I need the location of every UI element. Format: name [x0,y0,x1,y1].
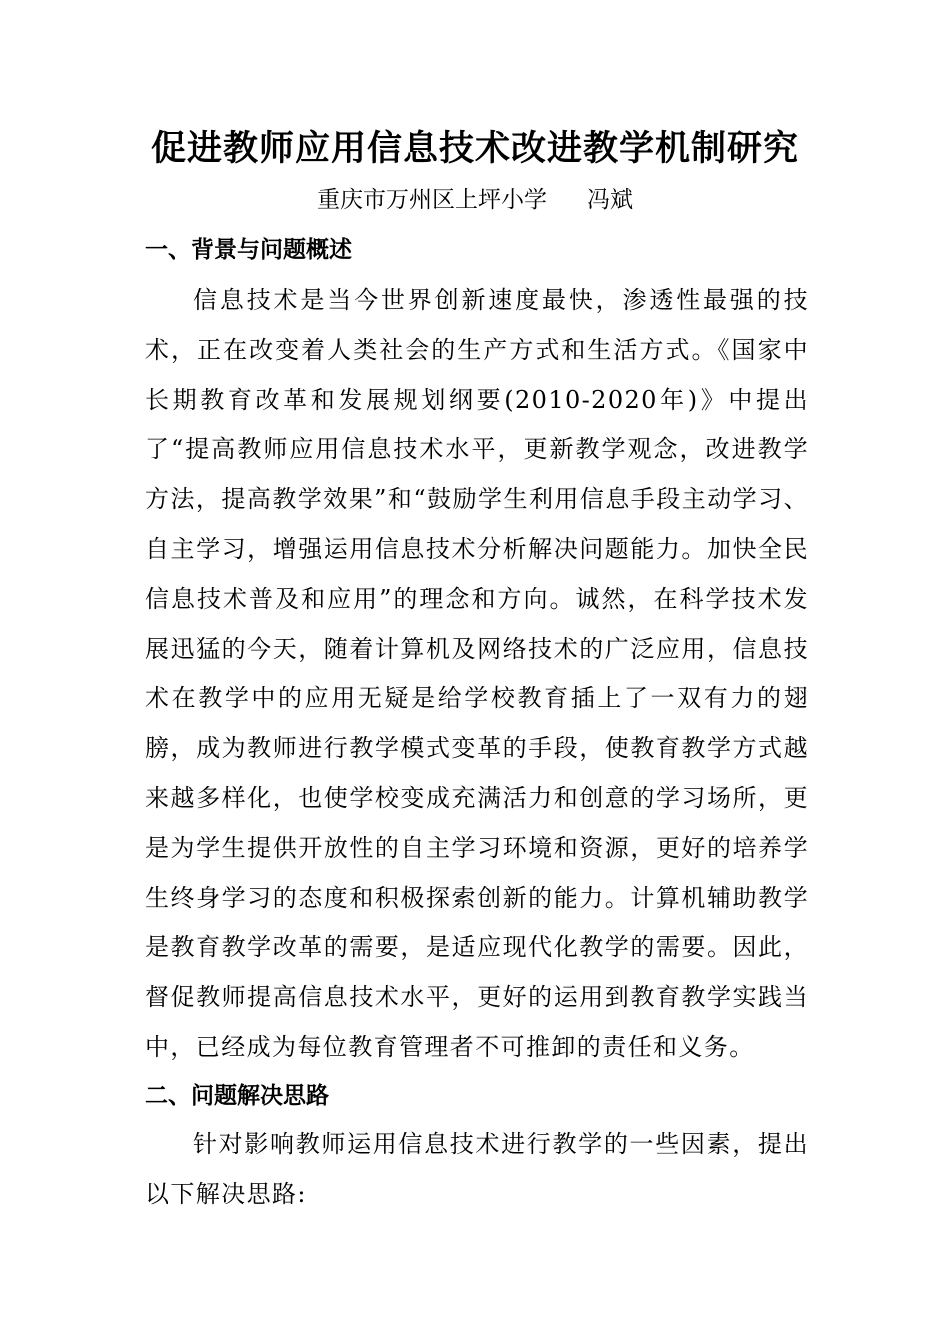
section-heading-background: 一、背景与问题概述 [145,237,352,263]
section-paragraph-approach: 针对影响教师运用信息技术进行教学的一些因素，提出以下解决思路: [145,1130,809,1208]
section-heading-approach: 二、问题解决思路 [145,1083,329,1109]
author-name: 冯斌 [587,187,633,213]
section-paragraph-background: 信息技术是当今世界创新速度最快，渗透性最强的技术，正在改变着人类社会的生产方式和生活方式。《国家中长期教育改革和发展规划纲要(2010-2020年)》中提出了“提高教师应用信息技术水平，更新教学观念，改进教学方法，提高教学效果”和“鼓励学生利用信息手段主动学习、自主学习，增强运用信息技术分析解决问题能力。加快全民信息技术普及和应用”的理念和方向。诚然，在科学技术发展迅猛的今天，随着计算机及网络技术的广泛应用，信息技术在教学中的应用无疑是给学校教育插上了一双有力的翅膀，成为教师进行教学模式变革的手段，使教育教学方式越来越多样化，也使学校变成充满活力和创意的学习场所，更是为学生提供开放性的自主学习环境和资源，更好的培养学生终身学习的态度和积极探索创新的能力。计算机辅助教学是教育教学改革的需要，是适应现代化教学的需要。因此，督促教师提高信息技术水平，更好的运用到教育教学实践当中，已经成为每位教育管理者不可推卸的责任和义务。 [145,286,809,1061]
author-school: 重庆市万州区上坪小学 [317,187,547,213]
document-title: 促进教师应用信息技术改进教学机制研究 [150,128,799,169]
author-line [0,180,950,220]
